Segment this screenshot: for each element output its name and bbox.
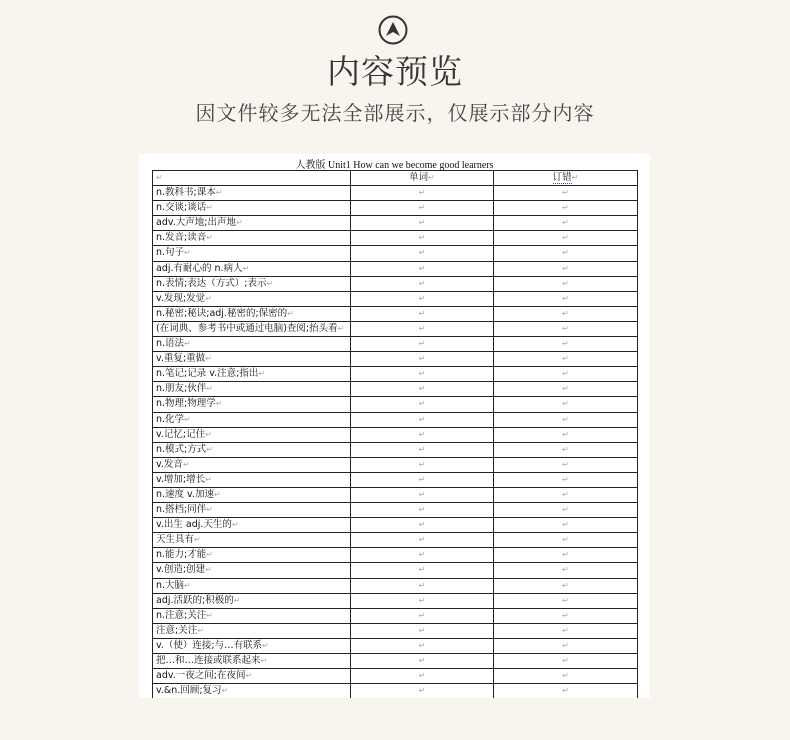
meaning-text: n.秘密;秘诀;adj.秘密的;保密的: [156, 307, 288, 319]
mistake-cell: [494, 487, 638, 502]
table-row: [153, 669, 638, 684]
meaning-text: adv.大声地;出声地: [156, 217, 236, 229]
page-subtitle: 因文件较多无法全部展示，仅展示部分内容: [195, 101, 595, 125]
word-cell: [351, 669, 494, 684]
table-row: [153, 472, 638, 487]
word-cell: [351, 578, 494, 593]
table-row: [153, 216, 638, 231]
word-cell: [351, 487, 494, 502]
meaning-text: n.注意;关注: [156, 609, 207, 621]
paragraph-mark: ↵: [562, 640, 569, 650]
mistake-cell: [494, 397, 638, 412]
meaning-text: n.教科书;课本: [156, 187, 216, 199]
word-cell: [351, 472, 494, 487]
meaning-cell: [153, 216, 351, 231]
paragraph-mark: ↵: [418, 474, 426, 484]
meaning-cell: [153, 276, 351, 291]
paragraph-mark: ↵: [156, 173, 163, 182]
meaning-cell: [153, 593, 351, 608]
paragraph-mark: ↵: [418, 278, 426, 288]
paragraph-mark: ↵: [245, 671, 253, 681]
paragraph-mark: ↵: [206, 233, 213, 243]
paragraph-mark: ↵: [231, 520, 239, 530]
paragraph-mark: ↵: [418, 339, 426, 349]
paragraph-mark: ↵: [562, 625, 569, 635]
meaning-text: n.化学: [156, 413, 185, 425]
meaning-cell: [153, 367, 351, 382]
meaning-cell: [153, 472, 351, 487]
paragraph-mark: ↵: [562, 565, 569, 575]
paragraph-mark: ↵: [562, 188, 569, 198]
word-cell: [351, 246, 494, 261]
paragraph-mark: ↵: [205, 474, 212, 484]
paragraph-mark: ↵: [562, 339, 569, 349]
paragraph-mark: ↵: [194, 535, 201, 545]
table-row: [153, 563, 638, 578]
paragraph-mark: ↵: [418, 640, 426, 650]
paragraph-mark: ↵: [418, 671, 426, 681]
paragraph-mark: ↵: [418, 520, 426, 530]
paragraph-mark: ↵: [562, 429, 569, 439]
word-cell: [351, 427, 494, 442]
meaning-cell: [153, 321, 351, 336]
paragraph-mark: ↵: [206, 384, 213, 394]
mistake-cell: [494, 518, 638, 533]
word-cell: [351, 261, 494, 276]
word-cell: [351, 442, 494, 457]
meaning-cell: [153, 412, 351, 427]
word-cell: [351, 216, 494, 231]
mistake-cell: [494, 231, 638, 246]
meaning-text: n.搭档;同伴: [156, 504, 207, 516]
mistake-cell: [494, 367, 638, 382]
paragraph-mark: ↵: [418, 625, 426, 635]
meaning-cell: [153, 578, 351, 593]
mistake-cell: [494, 503, 638, 518]
meaning-text: v.创造;创建: [156, 564, 206, 576]
word-cell: [351, 608, 494, 623]
paragraph-mark: ↵: [262, 640, 269, 650]
paragraph-mark: ↵: [562, 354, 569, 364]
header-cell-mistake: 订错↵: [494, 171, 638, 186]
paragraph-mark: ↵: [418, 686, 426, 696]
table-header-row: [153, 171, 638, 186]
paragraph-mark: ↵: [418, 293, 426, 303]
paragraph-mark: ↵: [205, 354, 212, 364]
meaning-text: adj.活跃的;积极的: [156, 594, 234, 606]
paragraph-mark: ↵: [418, 656, 426, 665]
word-cell: [351, 684, 494, 698]
paragraph-mark: ↵: [258, 369, 266, 379]
paragraph-mark: ↵: [206, 203, 213, 213]
word-cell: [351, 654, 494, 669]
document-preview: [139, 154, 650, 698]
table-row: [153, 186, 638, 201]
header-cell-word: 单词↵: [351, 171, 494, 186]
paragraph-mark: ↵: [562, 686, 569, 696]
table-row: [153, 518, 638, 533]
meaning-text: v.出生 adj.天生的: [156, 519, 232, 531]
mistake-cell: [494, 457, 638, 472]
meaning-text: n.能力;才能: [156, 549, 207, 561]
word-cell: [351, 321, 494, 336]
paragraph-mark: ↵: [418, 414, 426, 424]
word-cell: [351, 457, 494, 472]
paragraph-mark: ↵: [418, 610, 426, 620]
paragraph-mark: ↵: [418, 369, 426, 379]
paragraph-mark: ↵: [418, 384, 426, 394]
paragraph-mark: ↵: [418, 399, 426, 409]
table-row: [153, 291, 638, 306]
meaning-cell: [153, 533, 351, 548]
word-cell: [351, 563, 494, 578]
meaning-cell: [153, 291, 351, 306]
meaning-text: 把…和…连接或联系起来: [156, 655, 261, 666]
meaning-text: v.记忆;记住: [156, 428, 206, 440]
word-cell: [351, 231, 494, 246]
table-row: [153, 261, 638, 276]
paragraph-mark: ↵: [562, 263, 569, 273]
vocabulary-table: [152, 170, 638, 698]
mistake-cell: [494, 427, 638, 442]
meaning-text: n.模式;方式: [156, 443, 207, 455]
meaning-cell: [153, 246, 351, 261]
paragraph-mark: ↵: [235, 218, 243, 228]
meaning-cell: [153, 638, 351, 653]
meaning-text: 天生具有: [156, 534, 195, 546]
mistake-cell: [494, 548, 638, 563]
paragraph-mark: ↵: [287, 308, 294, 318]
mistake-cell: [494, 533, 638, 548]
paragraph-mark: ↵: [184, 580, 191, 590]
mistake-cell: [494, 593, 638, 608]
meaning-text: v.增加;增长: [156, 473, 206, 485]
meaning-cell: [153, 231, 351, 246]
mistake-cell: [494, 321, 638, 336]
paragraph-mark: ↵: [562, 414, 569, 424]
paragraph-mark: ↵: [215, 188, 223, 198]
table-row: [153, 321, 638, 336]
table-row: [153, 337, 638, 352]
paragraph-mark: ↵: [418, 203, 426, 213]
paragraph-mark: ↵: [266, 278, 274, 288]
word-cell: [351, 548, 494, 563]
meaning-cell: [153, 427, 351, 442]
word-cell: [351, 382, 494, 397]
table-row: [153, 367, 638, 382]
word-cell: [351, 518, 494, 533]
mistake-cell: [494, 276, 638, 291]
meaning-text: v.（使）连接;与…有联系: [156, 639, 263, 651]
word-cell: [351, 623, 494, 638]
word-cell: [351, 352, 494, 367]
mistake-cell: [494, 382, 638, 397]
meaning-cell: [153, 669, 351, 684]
meaning-cell: [153, 397, 351, 412]
meaning-text: n.发音;读音: [156, 232, 207, 244]
paragraph-mark: ↵: [418, 248, 426, 258]
paragraph-mark: ↵: [418, 459, 426, 469]
meaning-text: n.朋友;伙伴: [156, 383, 207, 395]
meaning-cell: [153, 457, 351, 472]
mistake-cell: [494, 638, 638, 653]
paragraph-mark: ↵: [205, 565, 212, 575]
meaning-cell: [153, 261, 351, 276]
mistake-cell: [494, 608, 638, 623]
meaning-cell: [153, 623, 351, 638]
table-row: [153, 352, 638, 367]
table-row: [153, 623, 638, 638]
mistake-cell: [494, 337, 638, 352]
mistake-cell: [494, 623, 638, 638]
paragraph-mark: ↵: [418, 218, 426, 228]
table-row: [153, 201, 638, 216]
table-row: [153, 397, 638, 412]
paragraph-mark: ↵: [418, 323, 426, 333]
paragraph-mark: ↵: [418, 233, 426, 243]
paragraph-mark: ↵: [562, 369, 569, 379]
mistake-cell: [494, 563, 638, 578]
paragraph-mark: ↵: [260, 656, 268, 665]
meaning-text: n.笔记;记录 v.注意;指出: [156, 368, 259, 380]
word-cell: [351, 337, 494, 352]
chevron-up-circle-icon: [378, 15, 408, 45]
paragraph-mark: ↵: [205, 429, 212, 439]
paragraph-mark: ↵: [562, 474, 569, 484]
table-row: [153, 684, 638, 698]
paragraph-mark: ↵: [562, 535, 569, 545]
mistake-cell: [494, 186, 638, 201]
meaning-cell: [153, 352, 351, 367]
meaning-text: n.语法: [156, 338, 185, 350]
mistake-cell: [494, 291, 638, 306]
table-row: [153, 638, 638, 653]
paragraph-mark: ↵: [418, 565, 426, 575]
mistake-cell: [494, 352, 638, 367]
paragraph-mark: ↵: [205, 293, 212, 303]
table-row: [153, 276, 638, 291]
meaning-cell: [153, 306, 351, 321]
paragraph-mark: ↵: [562, 444, 569, 454]
meaning-text: n.句子: [156, 247, 185, 259]
table-row: [153, 548, 638, 563]
mistake-cell: [494, 442, 638, 457]
meaning-text: 注意;关注: [156, 624, 198, 636]
meaning-cell: [153, 442, 351, 457]
mistake-cell: [494, 654, 638, 669]
word-cell: [351, 291, 494, 306]
table-row: [153, 412, 638, 427]
paragraph-mark: ↵: [562, 233, 569, 243]
table-row: [153, 306, 638, 321]
paragraph-mark: ↵: [562, 278, 569, 288]
word-cell: [351, 397, 494, 412]
paragraph-mark: ↵: [562, 595, 569, 605]
page-title: 内容预览: [327, 52, 463, 91]
table-row: [153, 382, 638, 397]
word-cell: [351, 306, 494, 321]
meaning-text: n.速度 v.加速: [156, 488, 214, 500]
paragraph-mark: ↵: [418, 535, 426, 545]
paragraph-mark: ↵: [562, 308, 569, 318]
paragraph-mark: ↵: [206, 610, 213, 620]
paragraph-mark: ↵: [562, 580, 569, 590]
paragraph-mark: ↵: [242, 263, 250, 273]
paragraph-mark: ↵: [418, 188, 426, 198]
paragraph-mark: ↵: [562, 384, 569, 394]
meaning-text: n.交谈;谈话: [156, 202, 207, 214]
header-cell-meaning: [153, 171, 351, 186]
paragraph-mark: ↵: [418, 429, 426, 439]
meaning-cell: [153, 684, 351, 698]
word-cell: [351, 412, 494, 427]
table-row: [153, 442, 638, 457]
document-heading: 人教版 Unit1 How can we become good learners: [295, 160, 494, 171]
mistake-cell: [494, 472, 638, 487]
meaning-text: n.大脑: [156, 579, 185, 591]
meaning-cell: [153, 563, 351, 578]
paragraph-mark: ↵: [562, 505, 569, 515]
paragraph-mark: ↵: [562, 218, 569, 228]
paragraph-mark: ↵: [184, 339, 191, 349]
paragraph-mark: ↵: [418, 550, 426, 560]
meaning-text: n.物理;物理学: [156, 398, 216, 410]
word-cell: [351, 201, 494, 216]
paragraph-mark: ↵: [562, 550, 569, 560]
meaning-cell: [153, 503, 351, 518]
meaning-text: adj.有耐心的 n.病人: [156, 262, 243, 274]
meaning-text: (在词典、参考书中或通过电脑)查阅;抬头看: [156, 322, 338, 334]
paragraph-mark: ↵: [562, 293, 569, 303]
mistake-cell: [494, 261, 638, 276]
paragraph-mark: ↵: [182, 459, 190, 469]
paragraph-mark: ↵: [206, 550, 213, 560]
paragraph-mark: ↵: [562, 656, 569, 665]
word-cell: [351, 186, 494, 201]
word-cell: [351, 367, 494, 382]
word-cell: [351, 276, 494, 291]
paragraph-mark: ↵: [562, 248, 569, 258]
meaning-text: v.&n.回顾;复习: [156, 685, 222, 697]
meaning-cell: [153, 337, 351, 352]
mistake-cell: [494, 216, 638, 231]
paragraph-mark: ↵: [418, 580, 426, 590]
mistake-cell: [494, 578, 638, 593]
paragraph-mark: ↵: [206, 444, 213, 454]
paragraph-mark: ↵: [418, 308, 426, 318]
meaning-cell: [153, 487, 351, 502]
mistake-cell: [494, 669, 638, 684]
meaning-text: n.表情;表达（方式）;表示: [156, 277, 267, 289]
paragraph-mark: ↵: [418, 489, 426, 499]
table-row: [153, 593, 638, 608]
mistake-cell: [494, 684, 638, 698]
meaning-cell: [153, 518, 351, 533]
table-row: [153, 608, 638, 623]
paragraph-mark: ↵: [197, 625, 204, 635]
paragraph-mark: ↵: [562, 610, 569, 620]
meaning-cell: [153, 201, 351, 216]
meaning-cell: [153, 608, 351, 623]
paragraph-mark: ↵: [221, 686, 229, 696]
paragraph-mark: ↵: [562, 399, 569, 409]
table-row: [153, 578, 638, 593]
mistake-cell: [494, 201, 638, 216]
meaning-cell: [153, 186, 351, 201]
paragraph-mark: ↵: [418, 505, 426, 515]
meaning-cell: [153, 654, 351, 669]
paragraph-mark: ↵: [562, 489, 569, 499]
table-row: [153, 231, 638, 246]
word-cell: [351, 503, 494, 518]
table-row: [153, 246, 638, 261]
paragraph-mark: ↵: [562, 520, 569, 530]
paragraph-mark: ↵: [215, 399, 223, 409]
word-cell: [351, 533, 494, 548]
mistake-cell: [494, 412, 638, 427]
meaning-cell: [153, 548, 351, 563]
meaning-text: v.发现;发觉: [156, 292, 206, 304]
table-row: [153, 427, 638, 442]
paragraph-mark: ↵: [562, 203, 569, 213]
paragraph-mark: ↵: [184, 248, 191, 258]
paragraph-mark: ↵: [562, 323, 569, 333]
paragraph-mark: ↵: [418, 595, 426, 605]
paragraph-mark: ↵: [562, 459, 569, 469]
mistake-cell: [494, 306, 638, 321]
table-row: [153, 487, 638, 502]
paragraph-mark: ↵: [337, 323, 345, 333]
word-cell: [351, 638, 494, 653]
meaning-text: v.发音: [156, 458, 183, 470]
meaning-text: adv.一夜之间;在夜间: [156, 670, 246, 682]
meaning-text: v.重复;重做: [156, 353, 206, 365]
mistake-cell: [494, 246, 638, 261]
meaning-cell: [153, 382, 351, 397]
table-row: [153, 503, 638, 518]
paragraph-mark: ↵: [206, 505, 213, 515]
paragraph-mark: ↵: [213, 489, 221, 499]
table-row: [153, 654, 638, 669]
paragraph-mark: ↵: [233, 595, 241, 605]
paragraph-mark: ↵: [562, 671, 569, 681]
table-row: [153, 533, 638, 548]
paragraph-mark: ↵: [418, 263, 426, 273]
paragraph-mark: ↵: [418, 444, 426, 454]
paragraph-mark: ↵: [418, 354, 426, 364]
table-row: [153, 457, 638, 472]
word-cell: [351, 593, 494, 608]
paragraph-mark: ↵: [184, 414, 191, 424]
